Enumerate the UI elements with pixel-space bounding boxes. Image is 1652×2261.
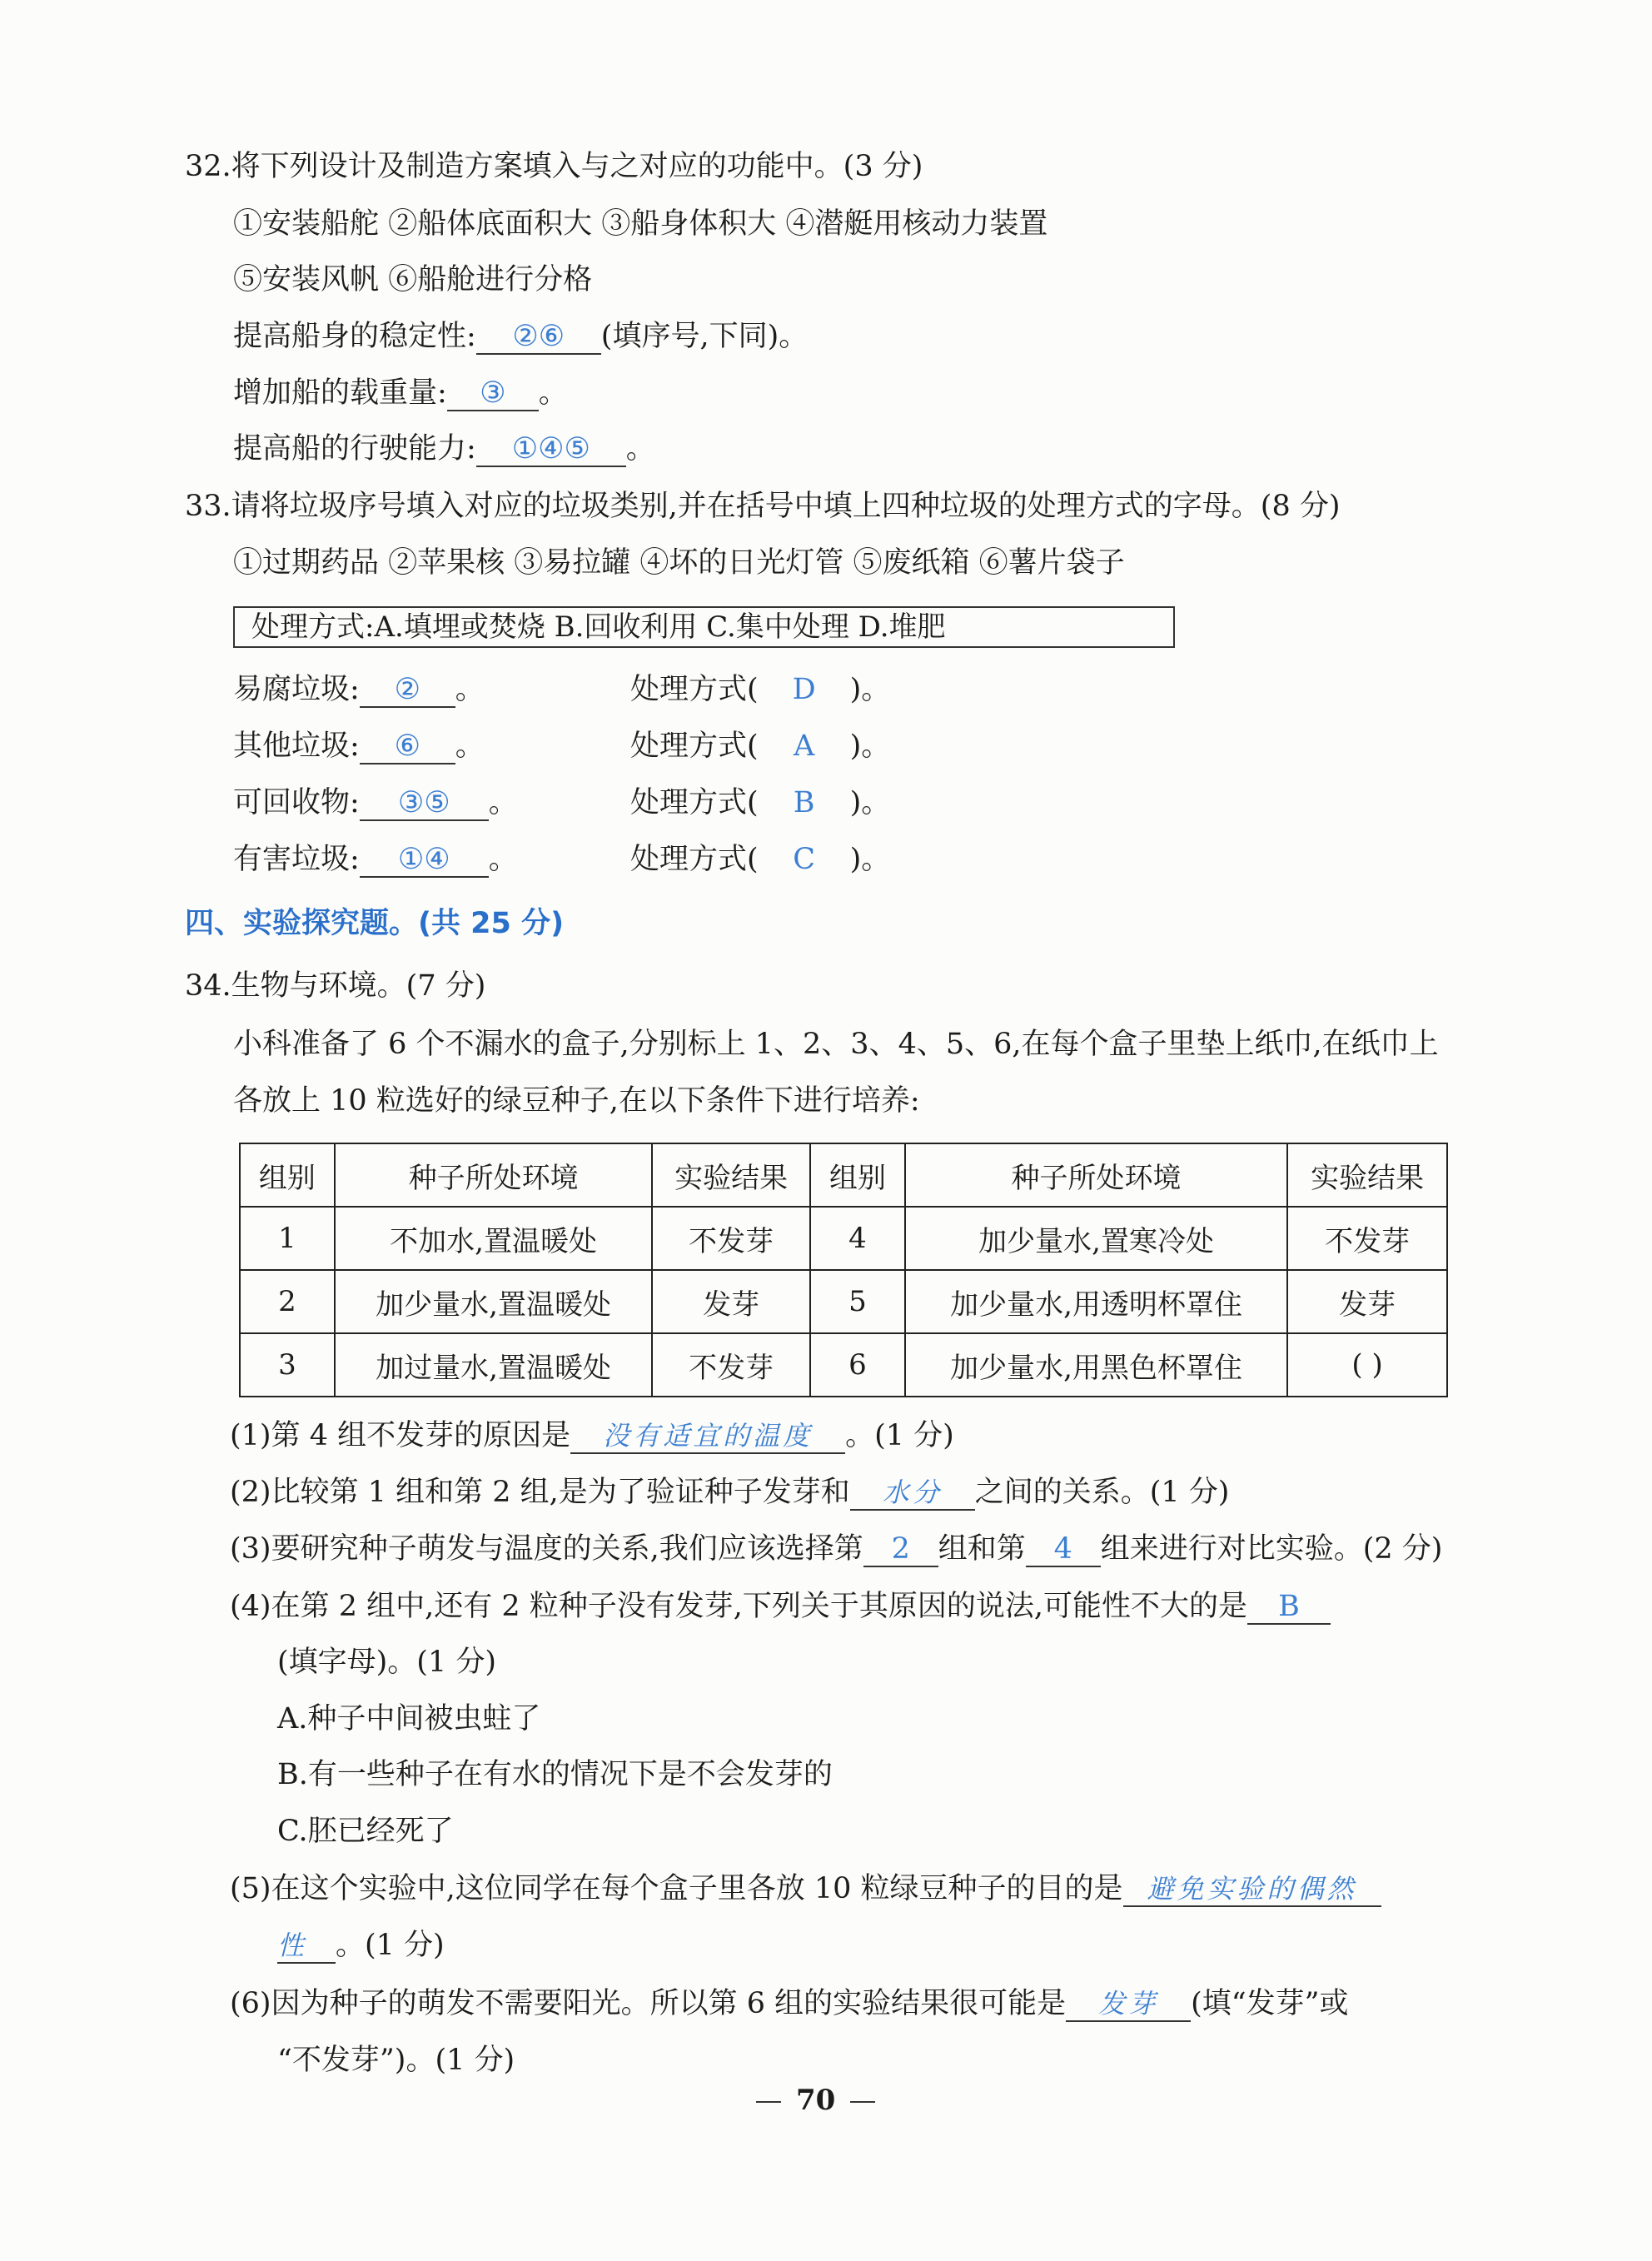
- table-header-cell: 组别: [240, 1143, 335, 1207]
- table-header-cell: 种子所处环境: [335, 1143, 652, 1207]
- table-row: [240, 1270, 1447, 1333]
- q34-sub2: [230, 1472, 1229, 1512]
- q33-stem: 33.请将垃圾序号填入对应的垃圾类别,并在括号中填上四种垃圾的处理方式的字母。(8 分): [185, 490, 1341, 523]
- q33-row3-method-answer[interactable]: B: [793, 786, 815, 819]
- table-cell: 加少量水,用透明杯罩住: [905, 1270, 1287, 1333]
- q33-row4-method-close: )。: [849, 843, 891, 876]
- q33-row2-label: 其他垃圾:: [233, 730, 360, 763]
- q34-s2-text: (2)比较第 1 组和第 2 组,是为了验证种子发芽和: [230, 1476, 850, 1509]
- q32-r2-answer[interactable]: ③: [447, 376, 539, 411]
- q32-r3-tail: 。: [625, 432, 655, 466]
- q33-row4-method-label: 处理方式(: [630, 843, 759, 876]
- page-number: [741, 2084, 890, 2117]
- q33-row1-method-answer[interactable]: D: [792, 673, 816, 706]
- table-cell: 2: [240, 1270, 335, 1333]
- q33-row-perishable: [233, 670, 485, 710]
- q34-sub3: [230, 1529, 1442, 1569]
- table-cell: 6: [810, 1333, 905, 1397]
- q33-row4-method-answer[interactable]: C: [793, 843, 816, 876]
- table-cell: 5: [810, 1270, 905, 1333]
- q33-row4-method: [630, 839, 890, 879]
- q34-s3-answer-1[interactable]: 2: [863, 1532, 938, 1567]
- q34-s5-answer-2[interactable]: 性: [277, 1929, 336, 1964]
- q33-row-recyclable: [233, 783, 518, 823]
- q33-row2-method-close: )。: [849, 730, 891, 763]
- q32-r2-tail: 。: [538, 376, 568, 410]
- q34-s5-line2: [277, 1925, 445, 1965]
- q34-s4-line2: (填字母)。(1 分): [277, 1646, 497, 1679]
- q33-row3-label: 可回收物:: [233, 786, 360, 819]
- q34-s5-text: (5)在这个实验中,这位同学在每个盒子里各放 10 粒绿豆种子的目的是: [230, 1872, 1123, 1905]
- table-cell: 加少量水,用黑色杯罩住: [905, 1333, 1287, 1397]
- q33-row1-method: [630, 670, 890, 710]
- q32-options-1: ①安装船舵 ②船体底面积大 ③船身体积大 ④潜艇用核动力装置: [233, 207, 1048, 241]
- q34-s2-tail: 之间的关系。(1 分): [974, 1476, 1230, 1509]
- q34-s3-mid: 组和第: [938, 1532, 1026, 1566]
- q34-sub1: [230, 1416, 954, 1456]
- q34-s1-tail: 。(1 分): [845, 1419, 954, 1452]
- table-cell: 发芽: [1287, 1270, 1447, 1333]
- q32-r1-label: 提高船身的稳定性:: [233, 320, 476, 353]
- q34-s6-line2: “不发芽”)。(1 分): [277, 2044, 515, 2077]
- q33-method-box: 处理方式:A.填埋或焚烧 B.回收利用 C.集中处理 D.堆肥: [233, 606, 1175, 648]
- q34-s4-option-a: A.种子中间被虫蛀了: [277, 1702, 541, 1736]
- q33-row-hazardous: [233, 839, 518, 879]
- q34-intro-2: 各放上 10 粒选好的绿豆种子,在以下条件下进行培养:: [233, 1084, 920, 1118]
- q34-sub5: [230, 1869, 1381, 1909]
- q34-s6-tail: (填“发芽”或: [1191, 1987, 1349, 2020]
- table-header-cell: 实验结果: [1287, 1143, 1447, 1207]
- experiment-table: [239, 1143, 1448, 1397]
- q33-row2-period: 。: [455, 730, 485, 763]
- q34-s6-text: (6)因为种子的萌发不需要阳光。所以第 6 组的实验结果很可能是: [230, 1987, 1067, 2020]
- section-heading: 四、实验探究题。(共 25 分): [185, 907, 565, 940]
- q32-r3-label: 提高船的行驶能力:: [233, 432, 476, 466]
- table-row: [240, 1333, 1447, 1397]
- q34-s2-answer[interactable]: 水分: [850, 1476, 975, 1511]
- q33-row2-answer[interactable]: ⑥: [360, 730, 455, 764]
- q34-s3-tail: 组来进行对比实验。(2 分): [1100, 1532, 1443, 1566]
- q34-s4-text: (4)在第 2 组中,还有 2 粒种子没有发芽,下列关于其原因的说法,可能性不大的是: [230, 1590, 1247, 1623]
- q34-s4-option-b: B.有一些种子在有水的情况下是不会发芽的: [277, 1758, 833, 1791]
- table-cell: 4: [810, 1207, 905, 1270]
- table-cell: 发芽: [652, 1270, 810, 1333]
- table-cell: 加少量水,置温暖处: [335, 1270, 652, 1333]
- q33-row3-method-close: )。: [849, 786, 891, 819]
- page-number-dash-right: [850, 2101, 875, 2103]
- q33-row1-label: 易腐垃圾:: [233, 673, 360, 706]
- q32-stem: 32.将下列设计及制造方案填入与之对应的功能中。(3 分): [185, 150, 923, 183]
- table-cell: 不发芽: [652, 1207, 810, 1270]
- q32-row-stability: [233, 316, 808, 356]
- q33-row4-period: 。: [488, 843, 518, 876]
- q34-sub6: [230, 1984, 1349, 2024]
- q32-r1-tail: (填序号,下同)。: [600, 320, 809, 353]
- table-cell: 不发芽: [1287, 1207, 1447, 1270]
- q33-row-other: [233, 726, 485, 766]
- page-number-dash-left: [756, 2101, 781, 2103]
- q34-s1-answer[interactable]: 没有适宜的温度: [570, 1419, 845, 1454]
- table-cell: 加少量水,置寒冷处: [905, 1207, 1287, 1270]
- q33-row1-method-label: 处理方式(: [630, 673, 759, 706]
- q34-intro-1: 小科准备了 6 个不漏水的盒子,分别标上 1、2、3、4、5、6,在每个盒子里垫上纸巾,在纸巾上: [233, 1028, 1439, 1061]
- q32-r3-answer[interactable]: ①④⑤: [476, 432, 626, 467]
- q33-row3-period: 。: [488, 786, 518, 819]
- q33-row2-method-answer[interactable]: A: [794, 730, 815, 763]
- q33-row3-method-label: 处理方式(: [630, 786, 759, 819]
- q34-s4-answer[interactable]: B: [1247, 1590, 1331, 1625]
- q34-sub4: [230, 1586, 1331, 1626]
- table-cell: 3: [240, 1333, 335, 1397]
- q34-stem: 34.生物与环境。(7 分): [185, 969, 486, 1003]
- q33-row2-method: [630, 726, 890, 766]
- table-cell: 1: [240, 1207, 335, 1270]
- q32-row-drive: [233, 429, 655, 469]
- q33-row2-method-label: 处理方式(: [630, 730, 759, 763]
- q32-r1-answer[interactable]: ②⑥: [476, 320, 601, 355]
- table-cell: 加过量水,置温暖处: [335, 1333, 652, 1397]
- q33-row4-label: 有害垃圾:: [233, 843, 360, 876]
- table-row: [240, 1207, 1447, 1270]
- q33-row1-period: 。: [455, 673, 485, 706]
- q33-row1-method-close: )。: [849, 673, 891, 706]
- q34-s1-text: (1)第 4 组不发芽的原因是: [230, 1419, 571, 1452]
- table-cell: 不加水,置温暖处: [335, 1207, 652, 1270]
- q32-options-2: ⑤安装风帆 ⑥船舱进行分格: [233, 263, 593, 296]
- q34-s3-text: (3)要研究种子萌发与温度的关系,我们应该选择第: [230, 1532, 863, 1566]
- table-header-row: [240, 1143, 1447, 1207]
- q34-s6-answer[interactable]: 发芽: [1066, 1987, 1191, 2022]
- page-number-value: 70: [796, 2084, 836, 2117]
- q33-row1-answer[interactable]: ②: [360, 673, 455, 708]
- table-header-cell: 组别: [810, 1143, 905, 1207]
- q33-row4-answer[interactable]: ①④: [360, 843, 489, 878]
- q34-s5-tail: 。(1 分): [336, 1929, 445, 1962]
- table-header-cell: 种子所处环境: [905, 1143, 1287, 1207]
- q34-s3-answer-2[interactable]: 4: [1026, 1532, 1101, 1567]
- q32-r2-label: 增加船的载重量:: [233, 376, 447, 410]
- table-cell: 不发芽: [652, 1333, 810, 1397]
- q33-row3-method: [630, 783, 890, 823]
- q33-row3-answer[interactable]: ③⑤: [360, 786, 489, 821]
- q34-s5-answer-1[interactable]: 避免实验的偶然: [1123, 1872, 1381, 1907]
- q34-s4-option-c: C.胚已经死了: [277, 1815, 454, 1848]
- q33-options: ①过期药品 ②苹果核 ③易拉罐 ④坏的日光灯管 ⑤废纸箱 ⑥薯片袋子: [233, 546, 1125, 580]
- table-cell[interactable]: ( ): [1287, 1333, 1447, 1397]
- table-header-cell: 实验结果: [652, 1143, 810, 1207]
- q32-row-load: [233, 373, 568, 413]
